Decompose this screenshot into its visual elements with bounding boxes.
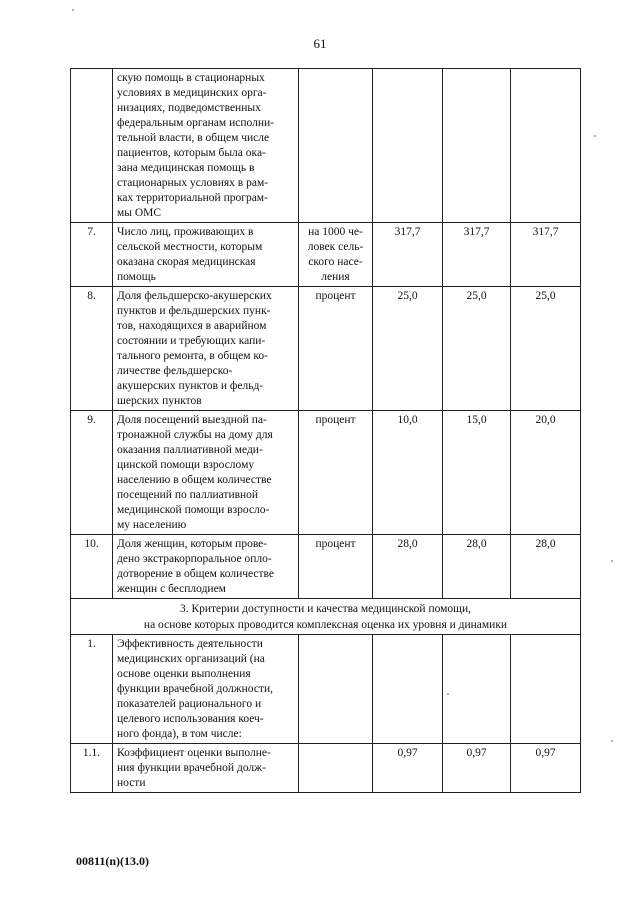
- description-line: пунктов и фельдшерских пунк-: [117, 305, 271, 317]
- description-line: мы ОМС: [117, 207, 162, 219]
- target-value-year-2: 25,0: [443, 287, 511, 411]
- indicator-description: [113, 635, 299, 744]
- target-value-year-1: [373, 69, 443, 223]
- row-number: 7.: [71, 223, 113, 287]
- target-value-year-2: 15,0: [443, 411, 511, 535]
- description-line: низациях, подведомственных: [117, 102, 261, 114]
- description-line: ках территориальной програм-: [117, 192, 268, 204]
- indicator-description: [113, 223, 299, 287]
- description-line: оказана скорая медицинская: [117, 256, 256, 268]
- description-line: зана медицинская помощь в: [117, 162, 255, 174]
- description-line: шерских пунктов: [117, 395, 202, 407]
- criteria-table: [70, 68, 581, 793]
- row-number: [71, 69, 113, 223]
- unit-line: процент: [315, 290, 356, 302]
- unit-of-measure: [299, 635, 373, 744]
- scan-speck: [594, 135, 596, 137]
- description-line: дено экстракорпоральное опло-: [117, 553, 272, 565]
- description-line: цинской помощи взрослому: [117, 459, 255, 471]
- unit-of-measure: [299, 744, 373, 793]
- target-value-year-3: 25,0: [511, 287, 581, 411]
- description-line: стационарных условиях в рам-: [117, 177, 269, 189]
- target-value-year-3: 317,7: [511, 223, 581, 287]
- description-line: тронажной службы на дому для: [117, 429, 273, 441]
- unit-line: на 1000 че-: [308, 226, 363, 238]
- description-line: му населению: [117, 519, 187, 531]
- target-value-year-1: 0,97: [373, 744, 443, 793]
- description-line: пациентов, которым была ока-: [117, 147, 266, 159]
- description-line: сельской местности, которым: [117, 241, 263, 253]
- description-line: населению в общем количестве: [117, 474, 272, 486]
- scan-speck: [72, 9, 74, 11]
- section-header: [71, 599, 581, 635]
- target-value-year-3: 28,0: [511, 535, 581, 599]
- row-number: 9.: [71, 411, 113, 535]
- target-value-year-3: 0,97: [511, 744, 581, 793]
- target-value-year-1: 25,0: [373, 287, 443, 411]
- description-line: основе оценки выполнения: [117, 668, 251, 680]
- unit-of-measure: [299, 287, 373, 411]
- description-line: Эффективность деятельности: [117, 638, 263, 650]
- section-row: [71, 599, 581, 635]
- description-line: Доля фельдшерско-акушерских: [117, 290, 272, 302]
- target-value-year-3: [511, 69, 581, 223]
- description-line: дотворение в общем количестве: [117, 568, 275, 580]
- target-value-year-1: 317,7: [373, 223, 443, 287]
- description-line: посещений по паллиативной: [117, 489, 259, 501]
- description-line: состоянии и требующих капи-: [117, 335, 266, 347]
- scan-speck: [611, 560, 613, 562]
- target-value-year-2: 28,0: [443, 535, 511, 599]
- unit-line: процент: [315, 538, 356, 550]
- unit-line: процент: [315, 414, 356, 426]
- indicator-description: [113, 287, 299, 411]
- target-value-year-1: 10,0: [373, 411, 443, 535]
- indicator-description: [113, 69, 299, 223]
- target-value-year-1: [373, 635, 443, 744]
- description-line: ния функции врачебной долж-: [117, 762, 266, 774]
- description-line: Доля женщин, которым прове-: [117, 538, 268, 550]
- indicator-description: [113, 535, 299, 599]
- section-title-line-2: на основе которых проводится комплексная оценка их уровня и динамики: [143, 619, 508, 631]
- unit-line: ления: [321, 271, 350, 283]
- unit-of-measure: [299, 411, 373, 535]
- description-line: функции врачебной должности,: [117, 683, 273, 695]
- target-value-year-1: 28,0: [373, 535, 443, 599]
- scan-speck: [611, 740, 613, 742]
- description-line: условиях в медицинских орга-: [117, 87, 267, 99]
- description-line: помощь: [117, 271, 156, 283]
- row-number: 10.: [71, 535, 113, 599]
- unit-of-measure: [299, 69, 373, 223]
- table-row: [71, 223, 581, 287]
- unit-of-measure: [299, 535, 373, 599]
- target-value-year-2: [443, 69, 511, 223]
- table-row: [71, 287, 581, 411]
- description-line: тов, находящихся в аварийном: [117, 320, 267, 332]
- description-line: показателей рационального и: [117, 698, 262, 710]
- description-line: личестве фельдшерско-: [117, 365, 233, 377]
- description-line: ности: [117, 777, 146, 789]
- table-body-top: [71, 69, 581, 599]
- description-line: Число лиц, проживающих в: [117, 226, 254, 238]
- description-line: скую помощь в стационарных: [117, 72, 265, 84]
- description-line: оказания паллиативной меди-: [117, 444, 263, 456]
- description-line: акушерских пунктов и фельд-: [117, 380, 264, 392]
- description-line: федеральным органам исполни-: [117, 117, 274, 129]
- table-row: [71, 69, 581, 223]
- description-line: медицинской помощи взросло-: [117, 504, 270, 516]
- unit-of-measure: [299, 223, 373, 287]
- description-line: тального ремонта, в общем ко-: [117, 350, 268, 362]
- target-value-year-3: 20,0: [511, 411, 581, 535]
- description-line: медицинских организаций (на: [117, 653, 265, 665]
- row-number: 1.: [71, 635, 113, 744]
- table-row: [71, 411, 581, 535]
- section-title-line-1: 3. Критерии доступности и качества медицинской помощи,: [179, 603, 472, 615]
- table-body-bottom: [71, 635, 581, 793]
- target-value-year-2: 0,97: [443, 744, 511, 793]
- document-code: 00811(n)(13.0): [76, 854, 149, 868]
- target-value-year-3: [511, 635, 581, 744]
- table-row: [71, 535, 581, 599]
- indicator-description: [113, 744, 299, 793]
- table-row: [71, 635, 581, 744]
- description-line: женщин с бесплодием: [117, 583, 226, 595]
- unit-line: ловек сель-: [307, 241, 364, 253]
- description-line: Доля посещений выездной па-: [117, 414, 267, 426]
- row-number: 1.1.: [71, 744, 113, 793]
- description-line: ного фонда), в том числе:: [117, 728, 242, 740]
- row-number: 8.: [71, 287, 113, 411]
- unit-line: ского насе-: [308, 256, 363, 268]
- indicator-description: [113, 411, 299, 535]
- target-value-year-2: [443, 635, 511, 744]
- scan-speck: [447, 693, 449, 695]
- table-row: [71, 744, 581, 793]
- section-title: [71, 599, 581, 635]
- target-value-year-2: 317,7: [443, 223, 511, 287]
- description-line: тельной власти, в общем числе: [117, 132, 270, 144]
- page-number: 61: [313, 36, 327, 51]
- description-line: Коэффициент оценки выполне-: [117, 747, 271, 759]
- description-line: целевого использования коеч-: [117, 713, 264, 725]
